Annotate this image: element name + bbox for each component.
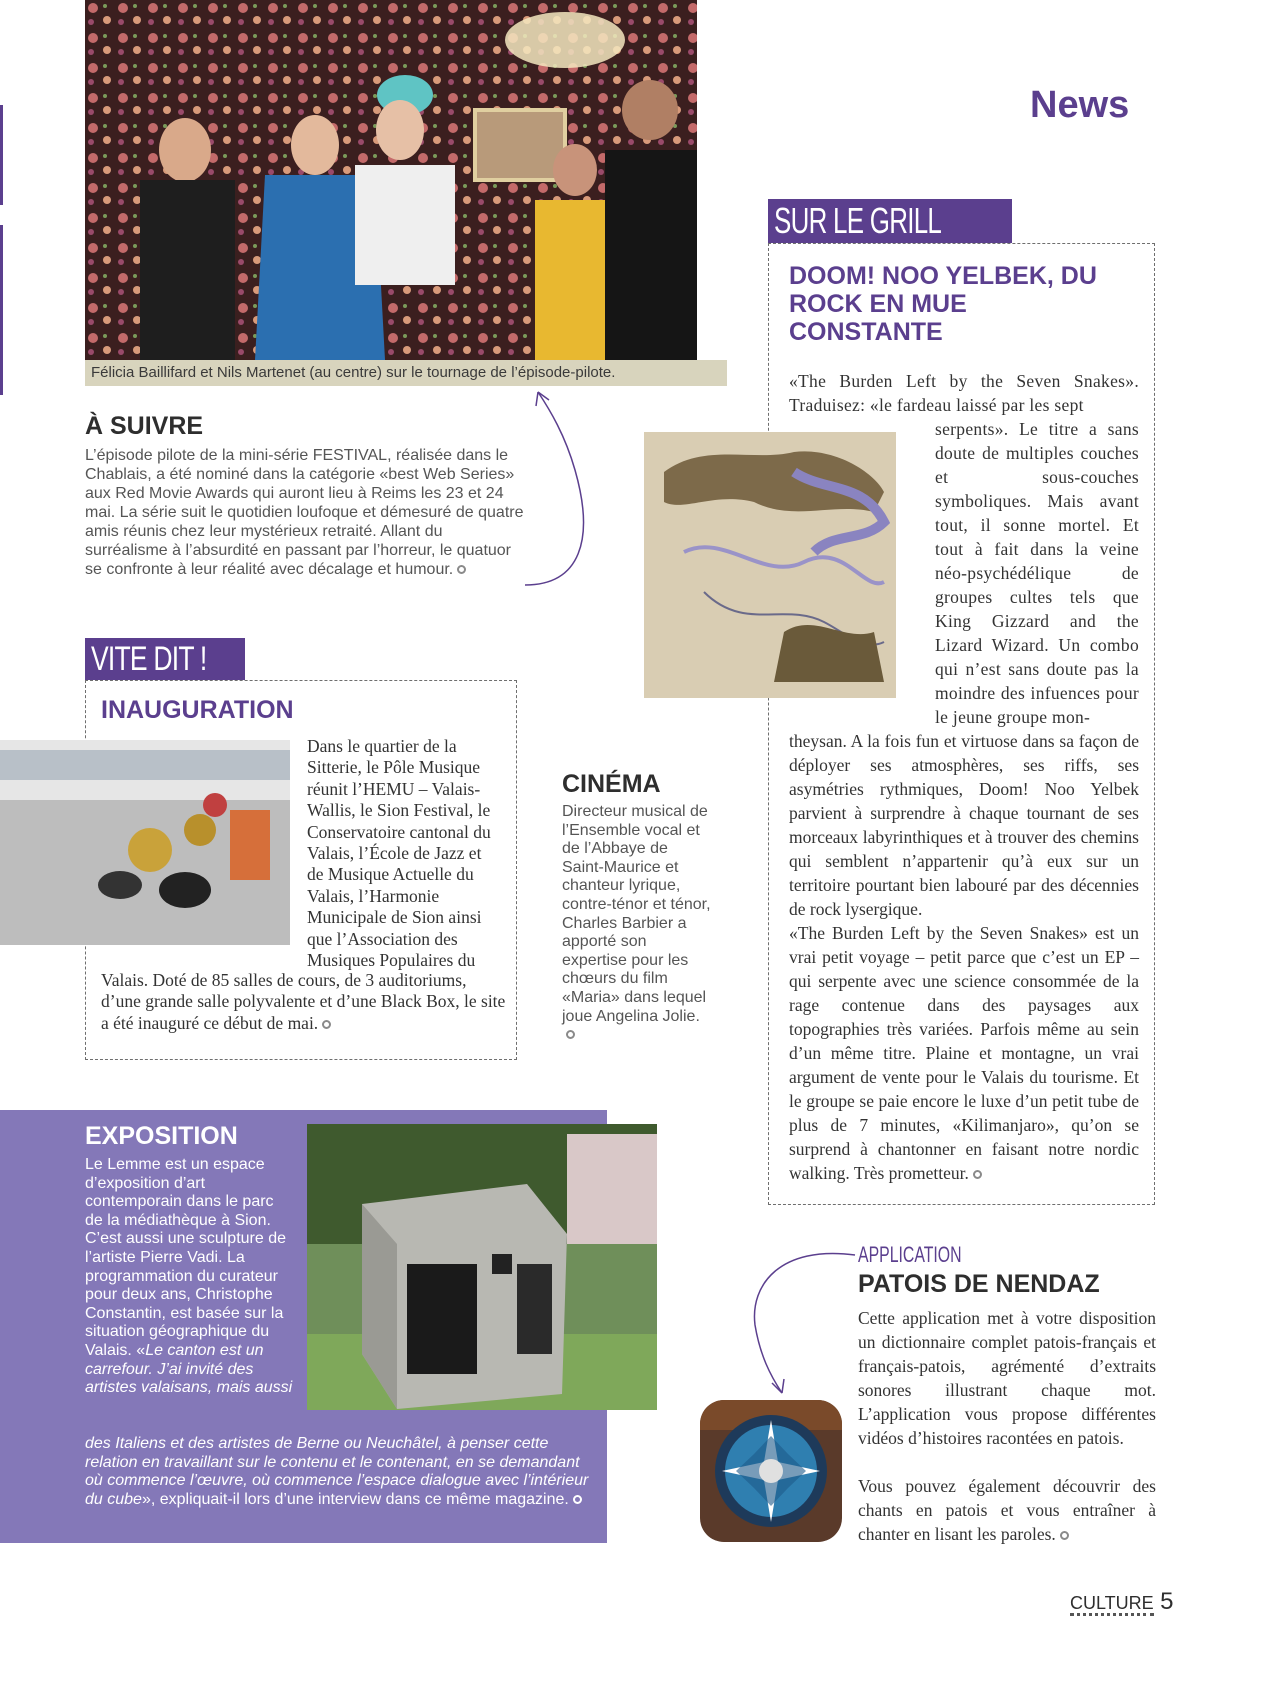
top-photo [85,0,697,360]
cinema-title: CINÉMA [562,770,661,798]
edge-mark [0,105,3,205]
app-p2-text: Vous pouvez également découvrir des chants en patois et vous entraîner à chanter en lisant les paroles. [858,1476,1156,1544]
inauguration-body-below-text: Valais. Doté de 85 salles de cours, de 3 auditoriums, d’une grande salle polyvalente et d’une Black Box, le site a été inauguré ce début de mai. [101,970,506,1033]
section-title: News [1030,84,1130,126]
grill-tag-text: SUR LE GRILL [774,200,942,241]
app-p1: Cette application met à votre disposition un dictionnaire complet patois-français et français-patois, agrémenté d’extraits sonores illustrant chaque mot. L’application vous propose différentes vidéos d’histoires racontées en patois. [858,1308,1156,1448]
expo-photo [307,1124,657,1410]
expo-quote-below: des Italiens et des artistes de Berne ou Neuchâtel, à penser cette relation en travaillant sur le contenu et le contenant, en se demandant où commence l’œuvre, où commence l’espace dialogue avec l’intérieur du cube [85,1435,589,1508]
curved-arrow-icon [740,1245,860,1400]
grill-rest2 [789,921,1139,1185]
grill-beside: serpents». Le titre a sans doute de multiples couches et sous-couches symboliques. Mais avant tout, il sonne mortel. Et tout à fait dans la veine néo-psychédélique de groupes cultes tels que King Gizzard and the Lizard Wizard. Un combo qui n’est sans doute pas la moindre des infuences pour le jeune groupe mon- [935,419,1139,727]
page-footer [1070,1588,1173,1616]
end-circle-icon [457,565,466,574]
a-suivre-body [85,446,525,579]
a-suivre-title: À SUIVRE [85,412,204,440]
edge-mark [0,225,3,395]
grill-intro: «The Burden Left by the Seven Snakes». Traduisez: «le fardeau laissé par les sept [789,371,1139,415]
expo-body-beside-text: Le Lemme est un espace d’exposition d’art contemporain dans le parc de la médiathèque à Sion. C’est aussi une sculpture de l’artiste Pierre Vadi. La programmation du curateur pour deux ans, Christophe Constantin, est basée sur la situation géographique du Valais. « [85,1156,286,1359]
app-p2 [858,1474,1156,1546]
grill-rest1: theysan. A la fois fun et virtuose dans sa façon de déployer ses atmosphères, ses riffs, ses asymétries rythmiques, Doom! Noo Yelbek parvient à surprendre à chaque tournant de ses morceaux labyrinthiques et à trouver des chemins qui semblent n’appartenir qu’à eux sur un territoire pourtant bien labouré par des décennies de rock lysergique. [789,731,1139,919]
vite-dit-tag [85,638,245,680]
photo-caption [85,360,727,386]
end-circle-icon [973,1170,982,1179]
grill-rest2-text: «The Burden Left by the Seven Snakes» est un vrai petit voyage – petit parce que c’est un EP – qui serpente avec une science consommée de la rage contenue dans des paysages aux topographies très variées. Parfois même au sein d’un même titre. Plaine et montagne, un vrai argument de vente pour le Valais du tourisme. Et le groupe se paie encore le luxe d’un petit tube de plus de 7 minutes, «Kilimanjaro», qu’on se surprend à chantonner en faisant notre nordic walking. Très prometteur. [789,923,1139,1183]
photo-caption-text: Félicia Baillifard et Nils Martenet (au centre) sur le tournage de l’épisode-pilote. [91,364,616,381]
a-suivre-text: L’épisode pilote de la mini-série FESTIVAL, réalisée dans le Chablais, a été nominé dans la catégorie «best Web Series» aux Red Movie Awards qui auront lieu à Reims les 23 et 24 mai. La série suit le quotidien loufoque et démesuré de quatre amis réunis chez leur mystérieux retraité. Allant du surréalisme à l’absurdité en passant par l’horreur, le quatuor se confronte à leur réalité avec décalage et humour. [85,447,524,578]
end-circle-icon [1060,1531,1069,1540]
cinema-body [562,803,712,1045]
inauguration-body-below [101,970,506,1034]
app-tag: APPLICATION [858,1242,962,1267]
grill-title: DOOM! NOO YELBEK, DU ROCK EN MUE CONSTANTE [789,262,1097,346]
inauguration-body-beside: Dans le quartier de la Sitterie, le Pôle Musique réunit l’HEMU – Valais-Wallis, le Sion Festival, le Conservatoire cantonal du Valais, l’École de Jazz et de Musique Actuelle du Valais, l’Harmonie Municipale de Sion ainsi que l’Association des Musiques Populaires du [307,736,491,971]
inauguration-photo [0,740,290,945]
curved-arrow-icon [520,380,600,600]
app-title: PATOIS DE NENDAZ [858,1270,1100,1298]
grill-tag [768,199,1012,243]
album-cover [644,432,896,698]
expo-title: EXPOSITION [85,1122,238,1150]
cinema-text: Directeur musical de l’Ensemble vocal et de l’Abbaye de Saint-Maurice et chanteur lyrique, contre-ténor et ténor, Charles Barbier a apporté son expertise pour les chœurs du film «Maria» dans lequel joue Angelina Jolie. [562,803,711,1025]
expo-tail: », expliquait-il lors d’une interview dans ce même magazine. [141,1490,569,1508]
app-icon[interactable] [700,1400,842,1542]
inauguration-title: INAUGURATION [101,696,294,724]
end-circle-icon [566,1030,575,1039]
footer-page: 5 [1160,1588,1174,1615]
end-circle-icon [322,1020,331,1029]
expo-quote-beside: Le canton est un carrefour. J’ai invité des artistes valaisans, mais aussi [85,1341,293,1397]
expo-body-below [85,1435,595,1509]
expo-body-beside [85,1156,295,1398]
vite-dit-tag-text: VITE DIT ! [91,640,207,678]
end-circle-icon [573,1495,582,1504]
footer-label: CULTURE [1070,1593,1154,1616]
